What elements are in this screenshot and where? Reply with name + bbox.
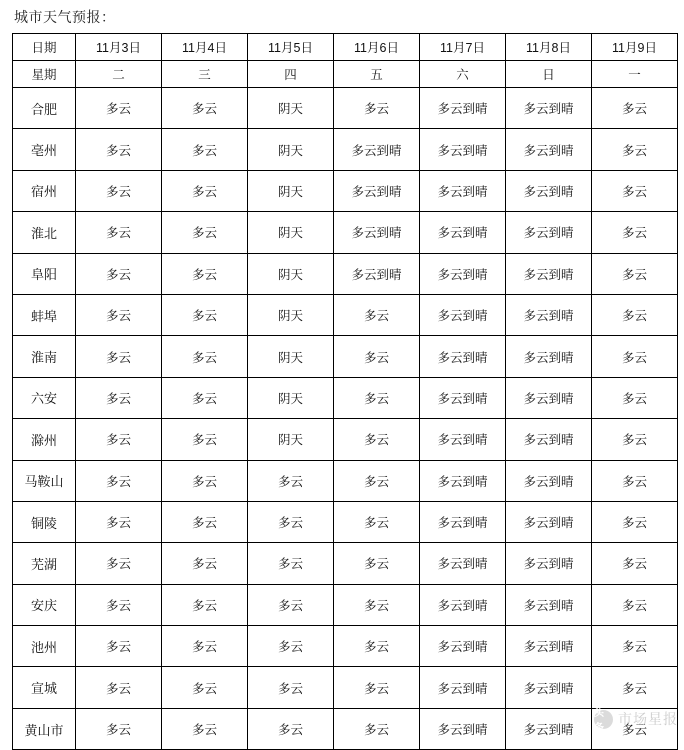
header-weekday-4: 六 (420, 61, 506, 88)
city-name: 马鞍山 (13, 460, 76, 501)
forecast-cell: 多云到晴 (420, 460, 506, 501)
forecast-cell: 多云到晴 (334, 170, 420, 211)
header-weekday-0: 二 (76, 61, 162, 88)
forecast-cell: 阴天 (248, 253, 334, 294)
forecast-cell: 多云 (592, 294, 678, 335)
forecast-cell: 多云到晴 (506, 170, 592, 211)
watermark-label: 市场星报 (618, 711, 678, 727)
forecast-cell: 阴天 (248, 88, 334, 129)
table-row (13, 584, 678, 625)
forecast-cell: 多云 (162, 543, 248, 584)
header-weekday-6: 一 (592, 61, 678, 88)
forecast-cell: 多云 (334, 419, 420, 460)
forecast-cell: 多云 (162, 626, 248, 667)
table-row (13, 170, 678, 211)
table-row (13, 708, 678, 749)
forecast-cell: 多云 (334, 626, 420, 667)
header-date-3: 11月6日 (334, 34, 420, 61)
forecast-cell: 多云到晴 (506, 377, 592, 418)
forecast-cell: 多云到晴 (420, 584, 506, 625)
forecast-cell: 多云 (162, 88, 248, 129)
table-row (13, 543, 678, 584)
forecast-cell: 多云 (76, 501, 162, 542)
forecast-cell: 多云 (162, 212, 248, 253)
forecast-cell: 多云到晴 (420, 419, 506, 460)
forecast-cell: 多云 (162, 460, 248, 501)
city-name: 宿州 (13, 170, 76, 211)
forecast-cell: 多云 (334, 708, 420, 749)
forecast-cell: 多云 (592, 212, 678, 253)
forecast-cell: 多云 (162, 129, 248, 170)
forecast-cell: 多云 (162, 377, 248, 418)
forecast-cell: 多云到晴 (506, 253, 592, 294)
forecast-cell: 阴天 (248, 294, 334, 335)
forecast-cell: 多云 (162, 336, 248, 377)
header-date-0: 11月3日 (76, 34, 162, 61)
forecast-cell: 多云 (592, 170, 678, 211)
forecast-cell: 多云 (334, 294, 420, 335)
forecast-cell: 多云到晴 (420, 543, 506, 584)
forecast-cell: 多云 (76, 419, 162, 460)
forecast-cell: 多云到晴 (506, 212, 592, 253)
city-name: 亳州 (13, 129, 76, 170)
table-row (13, 667, 678, 708)
forecast-cell: 多云 (76, 88, 162, 129)
forecast-cell: 多云 (76, 294, 162, 335)
forecast-cell: 多云到晴 (420, 170, 506, 211)
forecast-cell: 多云 (592, 708, 678, 749)
forecast-cell: 多云 (334, 377, 420, 418)
forecast-cell: 多云 (592, 460, 678, 501)
forecast-cell: 多云 (162, 170, 248, 211)
forecast-cell: 多云 (76, 708, 162, 749)
forecast-cell: 多云到晴 (334, 212, 420, 253)
table-row (13, 419, 678, 460)
city-name: 池州 (13, 626, 76, 667)
forecast-cell: 多云 (76, 253, 162, 294)
forecast-cell: 多云 (334, 501, 420, 542)
forecast-cell: 多云 (76, 336, 162, 377)
forecast-cell: 多云到晴 (506, 88, 592, 129)
table-header-weekday-row (13, 61, 678, 88)
table-body (13, 34, 678, 750)
table-row (13, 460, 678, 501)
forecast-cell: 多云 (248, 460, 334, 501)
forecast-cell: 多云 (592, 501, 678, 542)
header-weekday-1: 三 (162, 61, 248, 88)
forecast-cell: 多云 (334, 460, 420, 501)
forecast-cell: 多云 (334, 543, 420, 584)
header-date-1: 11月4日 (162, 34, 248, 61)
city-name: 安庆 (13, 584, 76, 625)
city-name: 铜陵 (13, 501, 76, 542)
forecast-cell: 多云 (592, 419, 678, 460)
table-row (13, 294, 678, 335)
forecast-cell: 多云 (334, 88, 420, 129)
table-header-date-row (13, 34, 678, 61)
forecast-cell: 多云 (76, 667, 162, 708)
forecast-cell: 多云 (162, 584, 248, 625)
toutiao-logo-icon: 头条 (594, 710, 613, 729)
forecast-cell: 多云 (162, 501, 248, 542)
forecast-cell: 多云到晴 (420, 294, 506, 335)
forecast-cell: 多云到晴 (420, 708, 506, 749)
forecast-cell: 多云到晴 (420, 336, 506, 377)
table-row (13, 88, 678, 129)
forecast-cell: 阴天 (248, 129, 334, 170)
forecast-cell: 多云 (334, 584, 420, 625)
forecast-cell: 多云到晴 (506, 501, 592, 542)
forecast-cell: 多云到晴 (334, 129, 420, 170)
forecast-cell: 多云到晴 (420, 667, 506, 708)
table-row (13, 501, 678, 542)
city-name: 滁州 (13, 419, 76, 460)
forecast-cell: 多云 (592, 129, 678, 170)
city-name: 蚌埠 (13, 294, 76, 335)
forecast-cell: 阴天 (248, 170, 334, 211)
forecast-cell: 多云 (592, 543, 678, 584)
forecast-cell: 多云到晴 (506, 336, 592, 377)
forecast-cell: 多云 (248, 584, 334, 625)
forecast-cell: 多云到晴 (506, 419, 592, 460)
forecast-cell: 多云 (334, 667, 420, 708)
city-name: 阜阳 (13, 253, 76, 294)
forecast-cell: 多云 (592, 626, 678, 667)
header-weekday-5: 日 (506, 61, 592, 88)
forecast-cell: 多云 (248, 667, 334, 708)
forecast-cell: 阴天 (248, 377, 334, 418)
forecast-cell: 多云到晴 (420, 377, 506, 418)
header-date-6: 11月9日 (592, 34, 678, 61)
forecast-cell: 多云 (248, 708, 334, 749)
table-row (13, 626, 678, 667)
forecast-cell: 多云 (162, 708, 248, 749)
forecast-cell: 多云 (76, 129, 162, 170)
forecast-cell: 多云 (76, 543, 162, 584)
forecast-cell: 多云 (162, 419, 248, 460)
table-row (13, 212, 678, 253)
header-date-5: 11月8日 (506, 34, 592, 61)
city-name: 淮南 (13, 336, 76, 377)
forecast-cell: 多云到晴 (420, 129, 506, 170)
forecast-cell: 多云到晴 (506, 129, 592, 170)
forecast-cell: 多云到晴 (420, 212, 506, 253)
forecast-cell: 多云 (248, 543, 334, 584)
city-name: 淮北 (13, 212, 76, 253)
forecast-cell: 多云 (592, 88, 678, 129)
header-date-4: 11月7日 (420, 34, 506, 61)
forecast-cell: 多云 (162, 294, 248, 335)
forecast-cell: 多云到晴 (506, 543, 592, 584)
forecast-cell: 多云到晴 (420, 501, 506, 542)
forecast-cell: 多云到晴 (420, 253, 506, 294)
city-name: 合肥 (13, 88, 76, 129)
header-label-weekday: 星期 (13, 61, 76, 88)
forecast-cell: 多云 (162, 667, 248, 708)
forecast-cell: 多云 (334, 336, 420, 377)
city-name: 六安 (13, 377, 76, 418)
forecast-cell: 多云到晴 (506, 460, 592, 501)
header-label-date: 日期 (13, 34, 76, 61)
header-weekday-2: 四 (248, 61, 334, 88)
forecast-cell: 多云 (76, 377, 162, 418)
forecast-cell: 多云 (248, 501, 334, 542)
forecast-cell: 多云 (76, 626, 162, 667)
forecast-cell: 多云到晴 (334, 253, 420, 294)
header-date-2: 11月5日 (248, 34, 334, 61)
weather-forecast-table (12, 33, 678, 750)
table-row (13, 336, 678, 377)
forecast-cell: 多云 (592, 667, 678, 708)
city-name: 黄山市 (13, 708, 76, 749)
forecast-cell: 多云 (592, 584, 678, 625)
city-name: 宣城 (13, 667, 76, 708)
forecast-cell: 多云到晴 (420, 88, 506, 129)
forecast-cell: 多云 (76, 584, 162, 625)
forecast-cell: 多云 (592, 336, 678, 377)
forecast-cell: 多云 (76, 212, 162, 253)
forecast-cell: 多云到晴 (506, 667, 592, 708)
forecast-cell: 阴天 (248, 336, 334, 377)
table-row (13, 253, 678, 294)
forecast-cell: 多云到晴 (506, 626, 592, 667)
forecast-cell: 阴天 (248, 419, 334, 460)
forecast-cell: 多云 (592, 253, 678, 294)
forecast-cell: 多云 (248, 626, 334, 667)
page-title: 城市天气预报： (14, 9, 116, 25)
forecast-cell: 多云 (592, 377, 678, 418)
header-weekday-3: 五 (334, 61, 420, 88)
forecast-cell: 多云 (76, 170, 162, 211)
forecast-cell: 多云 (76, 460, 162, 501)
table-row (13, 129, 678, 170)
forecast-cell: 多云到晴 (506, 294, 592, 335)
table-row (13, 377, 678, 418)
forecast-cell: 多云 (162, 253, 248, 294)
forecast-cell: 多云到晴 (420, 626, 506, 667)
forecast-cell: 阴天 (248, 212, 334, 253)
forecast-cell: 多云到晴 (506, 708, 592, 749)
city-name: 芜湖 (13, 543, 76, 584)
forecast-cell: 多云到晴 (506, 584, 592, 625)
